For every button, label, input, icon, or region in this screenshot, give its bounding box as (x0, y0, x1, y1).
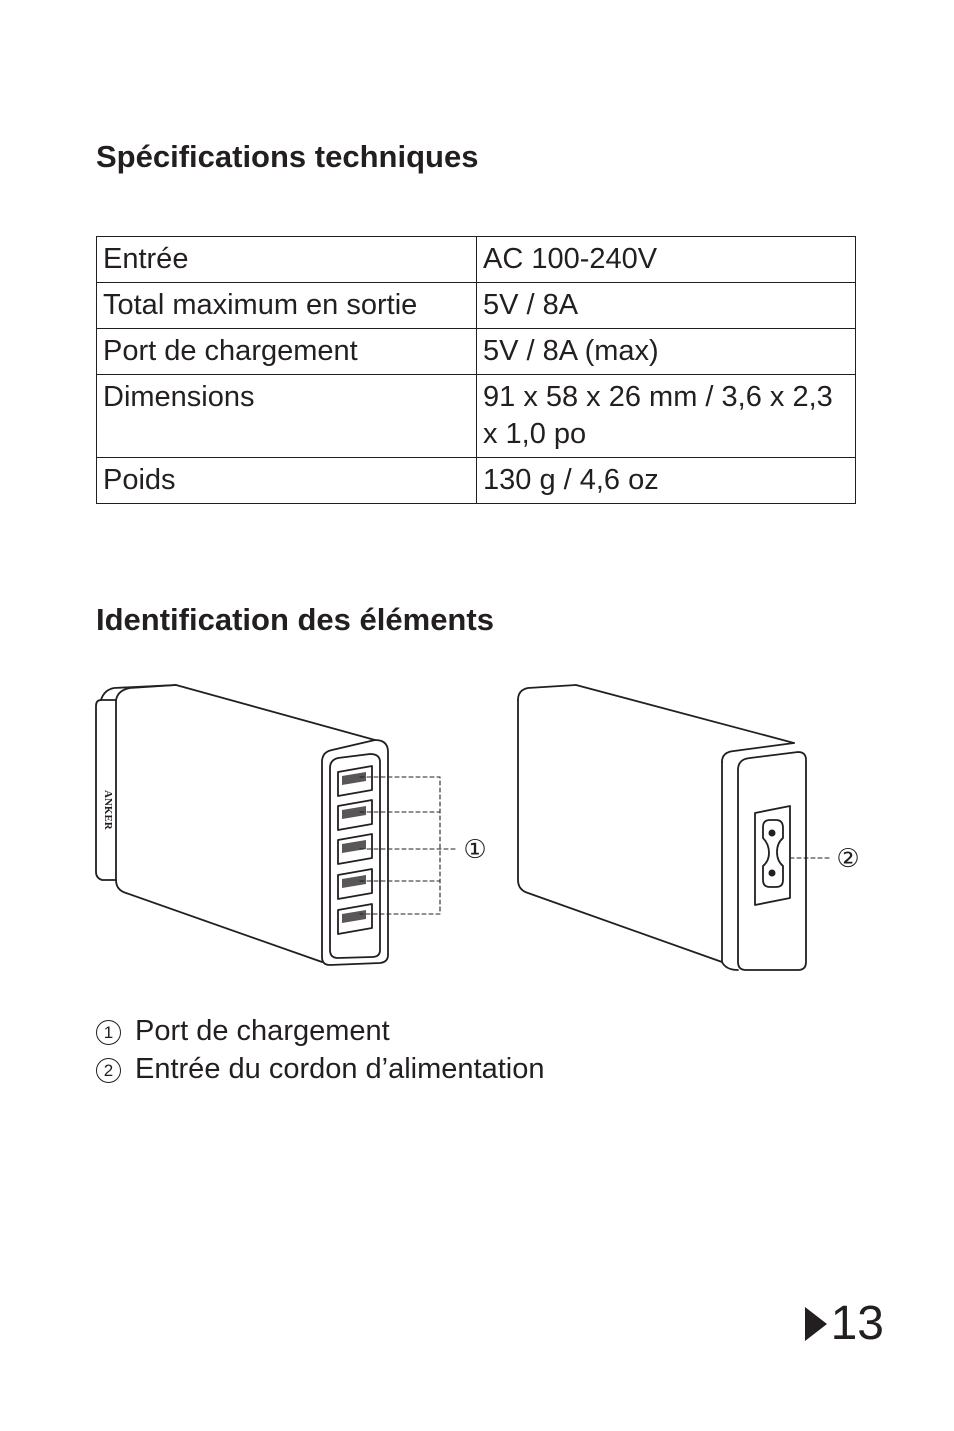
play-arrow-icon (805, 1307, 827, 1341)
callout-marker-1: ① (463, 834, 487, 864)
spec-label: Port de chargement (97, 329, 477, 375)
usb-ports (338, 766, 372, 934)
legend-label: Entrée du cordon d’alimentation (135, 1053, 545, 1085)
spec-value: 91 x 58 x 26 mm / 3,6 x 2,3 x 1,0 po (477, 375, 856, 458)
page-number (805, 1297, 884, 1350)
legend-number: 1 (96, 1020, 121, 1045)
spec-value: 130 g / 4,6 oz (477, 458, 856, 504)
usb-port (338, 869, 372, 899)
usb-port (338, 904, 372, 934)
page-number-text: 13 (830, 1297, 884, 1350)
callout-leader-1 (360, 777, 458, 914)
charger-front-illustration (96, 685, 388, 965)
brand-logo: ANKER (102, 790, 114, 830)
spec-label: Entrée (97, 237, 477, 283)
legend-item (96, 1055, 544, 1084)
table-row (97, 375, 856, 458)
usb-port (338, 766, 372, 796)
usb-port (338, 800, 372, 830)
spec-value: 5V / 8A (max) (477, 329, 856, 375)
callout-marker-2: ② (836, 843, 860, 873)
specs-table (96, 236, 856, 504)
legend-label: Port de chargement (135, 1015, 390, 1047)
charger-diagram (0, 670, 954, 990)
spec-label: Poids (97, 458, 477, 504)
identification-heading: Identification des éléments (96, 602, 494, 637)
legend-number: 2 (96, 1058, 121, 1083)
spec-value: AC 100-240V (477, 237, 856, 283)
specs-heading: Spécifications techniques (96, 139, 479, 174)
table-row (97, 237, 856, 283)
table-row (97, 458, 856, 504)
spec-label: Total maximum en sortie (97, 283, 477, 329)
spec-value: 5V / 8A (477, 283, 856, 329)
spec-label: Dimensions (97, 375, 477, 458)
charger-back-illustration (518, 685, 806, 970)
table-row (97, 283, 856, 329)
table-row (97, 329, 856, 375)
legend-item (96, 1017, 390, 1046)
